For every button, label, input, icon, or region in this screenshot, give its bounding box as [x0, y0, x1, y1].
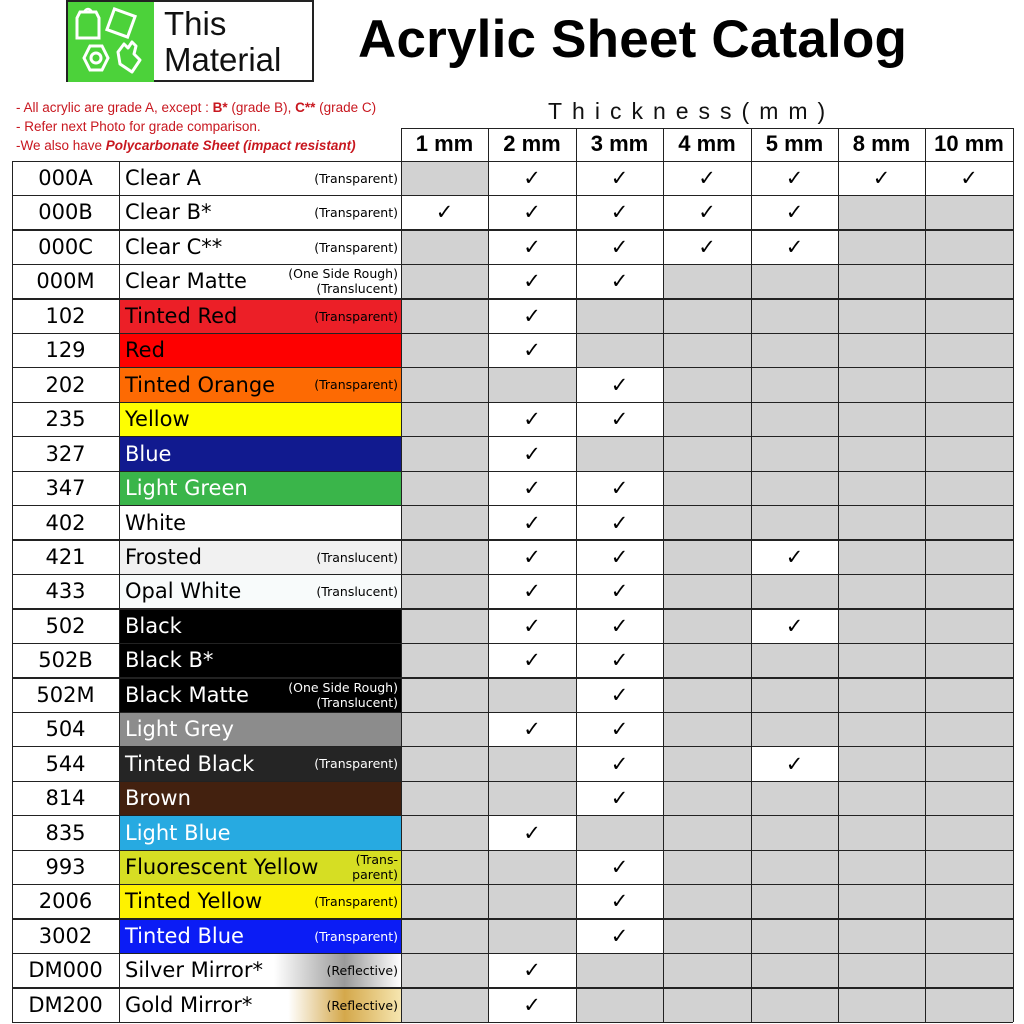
availability-cell — [401, 471, 488, 505]
availability-cell — [663, 333, 751, 367]
availability-cell — [751, 299, 838, 333]
row-code: 993 — [45, 855, 86, 879]
availability-cell — [925, 540, 1013, 574]
row-code: 327 — [45, 441, 86, 466]
availability-cell — [925, 919, 1013, 953]
grid-line — [12, 1022, 1013, 1023]
availability-cell — [838, 471, 925, 505]
grid-line — [12, 161, 13, 1022]
row-name: Black — [125, 613, 182, 638]
availability-cell — [488, 747, 576, 781]
availability-cell — [925, 471, 1013, 505]
row-name: Clear C** — [125, 234, 223, 259]
availability-cell — [925, 506, 1013, 540]
availability-cell — [576, 816, 663, 850]
check-icon: ✓ — [523, 992, 541, 1017]
availability-cell — [663, 264, 751, 298]
row-note: (Translucent) — [316, 549, 398, 565]
availability-cell — [838, 781, 925, 815]
availability-cell — [663, 919, 751, 953]
grid-line — [12, 436, 1013, 437]
check-icon: ✓ — [523, 269, 541, 294]
availability-cell — [401, 953, 488, 987]
check-icon: ✓ — [523, 234, 541, 259]
availability-cell — [488, 850, 576, 884]
availability-cell — [925, 884, 1013, 918]
availability-cell — [401, 264, 488, 298]
row-name: Tinted Black — [125, 751, 255, 776]
availability-cell — [401, 884, 488, 918]
availability-cell — [838, 850, 925, 884]
availability-cell — [488, 884, 576, 918]
grid-line — [12, 608, 1013, 609]
availability-cell — [663, 643, 751, 677]
grid-line — [12, 712, 1013, 713]
check-icon: ✓ — [610, 786, 629, 811]
availability-cell — [751, 919, 838, 953]
row-note: (Transparent) — [314, 239, 398, 255]
availability-cell — [663, 506, 751, 540]
grid-line — [838, 161, 839, 1022]
availability-cell — [925, 850, 1013, 884]
row-note: (One Side Rough) (Translucent) — [288, 679, 398, 710]
row-code: 202 — [45, 372, 86, 397]
availability-cell — [751, 437, 838, 471]
grid-line — [663, 161, 664, 1022]
grid-line — [488, 128, 489, 161]
row-code: 000M — [36, 269, 95, 294]
check-icon: ✓ — [610, 855, 629, 879]
check-icon: ✓ — [610, 648, 629, 673]
grid-line — [925, 161, 926, 1022]
grid-line — [12, 471, 1013, 472]
col-header-0: 1 mm — [415, 131, 474, 156]
row-note: (Transparent) — [314, 928, 398, 944]
check-icon: ✓ — [610, 476, 629, 501]
availability-cell — [663, 781, 751, 815]
grid-line — [12, 229, 1013, 230]
availability-cell — [838, 299, 925, 333]
availability-cell — [401, 609, 488, 643]
grid-line — [751, 128, 752, 161]
grid-line — [12, 643, 1013, 644]
row-note: (Transparent) — [314, 756, 398, 772]
availability-cell — [401, 816, 488, 850]
check-icon: ✓ — [610, 613, 629, 638]
availability-cell — [838, 333, 925, 367]
row-code: DM200 — [28, 992, 103, 1017]
grid-line — [12, 574, 1013, 575]
availability-cell — [925, 437, 1013, 471]
row-code: 502B — [38, 648, 93, 673]
check-icon: ✓ — [523, 544, 541, 569]
row-code: 2006 — [38, 889, 93, 914]
availability-cell — [925, 574, 1013, 608]
availability-cell — [401, 402, 488, 436]
grid-line — [925, 128, 926, 161]
row-name: Brown — [125, 786, 191, 811]
note-line-2: - Refer next Photo for grade comparison. — [16, 119, 261, 134]
check-icon: ✓ — [610, 200, 629, 225]
grid-line — [488, 161, 489, 1022]
availability-cell — [663, 678, 751, 712]
grid-line — [401, 128, 1013, 129]
check-icon: ✓ — [523, 820, 541, 845]
check-icon: ✓ — [872, 166, 891, 190]
availability-cell — [838, 816, 925, 850]
availability-cell — [663, 368, 751, 402]
grid-line — [12, 195, 1013, 196]
availability-cell — [838, 884, 925, 918]
availability-cell — [751, 333, 838, 367]
availability-cell — [663, 574, 751, 608]
availability-cell — [663, 402, 751, 436]
row-name: Gold Mirror* — [125, 992, 253, 1017]
check-icon: ✓ — [785, 613, 804, 638]
check-icon: ✓ — [785, 166, 804, 190]
availability-cell — [401, 230, 488, 264]
row-code: 102 — [45, 303, 86, 328]
availability-cell — [838, 506, 925, 540]
row-note: (Reflective) — [326, 997, 398, 1013]
row-code: 421 — [45, 544, 86, 569]
row-code: 433 — [45, 579, 86, 604]
availability-cell — [838, 643, 925, 677]
grid-line — [12, 264, 1013, 265]
check-icon: ✓ — [610, 269, 629, 294]
grid-line — [12, 402, 1013, 403]
availability-cell — [925, 299, 1013, 333]
availability-cell — [663, 299, 751, 333]
availability-cell — [663, 471, 751, 505]
check-icon: ✓ — [435, 200, 454, 225]
availability-cell — [838, 953, 925, 987]
availability-cell — [401, 574, 488, 608]
availability-cell — [925, 643, 1013, 677]
row-code: 347 — [45, 476, 86, 501]
logo-line-1: This — [164, 5, 227, 42]
check-icon: ✓ — [523, 338, 541, 363]
grid-line — [12, 746, 1013, 747]
availability-cell — [488, 678, 576, 712]
row-name: Tinted Red — [125, 303, 238, 328]
row-code: 814 — [45, 786, 86, 811]
check-icon: ✓ — [523, 441, 541, 466]
grid-line — [12, 815, 1013, 816]
availability-cell — [925, 678, 1013, 712]
check-icon: ✓ — [610, 682, 629, 707]
check-icon: ✓ — [523, 407, 541, 432]
availability-cell — [401, 368, 488, 402]
row-name: Clear A — [125, 166, 201, 190]
row-name: Light Green — [125, 476, 248, 501]
grid-line — [663, 128, 664, 161]
row-code: 402 — [45, 510, 86, 535]
row-name: Tinted Orange — [125, 372, 276, 397]
check-icon: ✓ — [785, 544, 804, 569]
page-title: Acrylic Sheet Catalog — [358, 10, 908, 69]
availability-cell — [838, 988, 925, 1022]
grid-line — [576, 128, 577, 161]
grid-line — [12, 781, 1013, 782]
availability-cell — [576, 988, 663, 1022]
row-note: (Translucent) — [316, 584, 398, 600]
row-name: Yellow — [125, 407, 190, 432]
availability-cell — [751, 816, 838, 850]
availability-cell — [925, 988, 1013, 1022]
grid-line — [1013, 128, 1014, 161]
availability-cell — [838, 574, 925, 608]
availability-cell — [751, 988, 838, 1022]
check-icon: ✓ — [523, 200, 541, 225]
row-code: 000A — [38, 166, 93, 190]
check-icon: ✓ — [610, 234, 629, 259]
row-code: 502M — [36, 682, 95, 707]
availability-cell — [925, 230, 1013, 264]
availability-cell — [838, 747, 925, 781]
check-icon: ✓ — [785, 751, 804, 776]
row-code: 544 — [45, 751, 86, 776]
availability-cell — [751, 506, 838, 540]
availability-cell — [401, 781, 488, 815]
availability-cell — [488, 919, 576, 953]
grid-line — [12, 918, 1013, 919]
availability-cell — [401, 643, 488, 677]
row-code: 502 — [45, 613, 86, 638]
availability-cell — [401, 506, 488, 540]
row-name: Tinted Blue — [125, 923, 244, 948]
col-header-4: 5 mm — [765, 131, 824, 156]
availability-cell — [838, 678, 925, 712]
col-header-1: 2 mm — [503, 131, 561, 156]
row-note: (Trans- parent) — [352, 852, 398, 882]
row-name: Opal White — [125, 579, 242, 604]
row-name: White — [125, 510, 187, 535]
check-icon: ✓ — [785, 234, 804, 259]
availability-cell — [576, 437, 663, 471]
row-code: DM000 — [28, 958, 103, 983]
availability-cell — [838, 264, 925, 298]
check-icon: ✓ — [523, 579, 541, 604]
logo-line-2: Material — [164, 41, 282, 78]
availability-cell — [925, 368, 1013, 402]
row-note: (Transparent) — [314, 308, 398, 324]
check-icon: ✓ — [610, 510, 629, 535]
row-name: Silver Mirror* — [125, 958, 264, 983]
availability-cell — [925, 609, 1013, 643]
availability-cell — [751, 368, 838, 402]
availability-cell — [751, 574, 838, 608]
col-header-2: 3 mm — [590, 131, 649, 156]
availability-cell — [663, 747, 751, 781]
check-icon: ✓ — [523, 613, 541, 638]
row-note: (Transparent) — [314, 377, 398, 393]
grid-line — [838, 128, 839, 161]
availability-cell — [751, 402, 838, 436]
availability-cell — [663, 850, 751, 884]
availability-cell — [401, 161, 488, 195]
thickness-header: Thickness(mm) — [548, 98, 836, 124]
grid-line — [12, 539, 1013, 540]
grid-line — [751, 161, 752, 1022]
check-icon: ✓ — [698, 166, 716, 190]
grid-line — [401, 161, 402, 1022]
check-icon: ✓ — [610, 579, 629, 604]
row-code: 504 — [45, 717, 86, 742]
availability-cell — [401, 540, 488, 574]
check-icon: ✓ — [610, 544, 629, 569]
availability-cell — [838, 402, 925, 436]
row-code: 000C — [38, 234, 93, 259]
availability-cell — [401, 712, 488, 746]
check-icon: ✓ — [523, 303, 541, 328]
availability-cell — [488, 368, 576, 402]
availability-cell — [663, 540, 751, 574]
availability-cell — [401, 299, 488, 333]
availability-cell — [751, 678, 838, 712]
grid-line — [12, 505, 1013, 506]
availability-cell — [663, 437, 751, 471]
check-icon: ✓ — [698, 200, 716, 225]
availability-cell — [663, 988, 751, 1022]
check-icon: ✓ — [523, 648, 541, 673]
check-icon: ✓ — [523, 958, 541, 983]
grid-line — [576, 161, 577, 1022]
availability-cell — [925, 195, 1013, 229]
grid-line — [12, 161, 1013, 162]
row-code: 3002 — [38, 923, 93, 948]
availability-cell — [838, 540, 925, 574]
availability-cell — [925, 953, 1013, 987]
grid-line — [12, 298, 1013, 299]
availability-cell — [925, 781, 1013, 815]
check-icon: ✓ — [610, 751, 629, 776]
grid-line — [12, 333, 1013, 334]
availability-cell — [751, 884, 838, 918]
note-line-3: -We also have Polycarbonate Sheet (impact resistant) — [16, 138, 356, 153]
availability-cell — [488, 781, 576, 815]
availability-cell — [751, 850, 838, 884]
availability-cell — [838, 609, 925, 643]
row-name: Black B* — [125, 648, 214, 673]
availability-cell — [401, 919, 488, 953]
row-name: Frosted — [125, 544, 202, 569]
availability-cell — [401, 437, 488, 471]
row-name: Red — [125, 338, 165, 363]
check-icon: ✓ — [523, 510, 541, 535]
availability-cell — [925, 747, 1013, 781]
availability-cell — [925, 402, 1013, 436]
availability-cell — [925, 712, 1013, 746]
check-icon: ✓ — [960, 166, 978, 190]
grid-line — [1013, 161, 1014, 1022]
check-icon: ✓ — [523, 476, 541, 501]
grid-line — [12, 677, 1013, 678]
row-name: Fluorescent Yellow — [125, 855, 319, 879]
row-name: Light Blue — [125, 820, 231, 845]
check-icon: ✓ — [610, 372, 629, 397]
availability-cell — [576, 299, 663, 333]
availability-cell — [751, 643, 838, 677]
check-icon: ✓ — [610, 166, 629, 190]
availability-cell — [751, 712, 838, 746]
check-icon: ✓ — [785, 200, 804, 225]
grid-line — [119, 161, 120, 1022]
row-name: Blue — [125, 441, 172, 466]
row-code: 129 — [45, 338, 86, 363]
availability-cell — [751, 264, 838, 298]
check-icon: ✓ — [610, 923, 629, 948]
check-icon: ✓ — [610, 407, 629, 432]
grid-line — [12, 367, 1013, 368]
availability-cell — [576, 953, 663, 987]
row-name: Clear B* — [125, 200, 212, 225]
row-name: Black Matte — [125, 682, 249, 707]
availability-cell — [663, 816, 751, 850]
row-name: Tinted Yellow — [125, 889, 263, 914]
grid-line — [12, 953, 1013, 954]
note-line-1: - All acrylic are grade A, except : B* (grade B), C** (grade C) — [16, 100, 377, 115]
availability-cell — [925, 816, 1013, 850]
check-icon: ✓ — [523, 717, 541, 742]
check-icon: ✓ — [610, 717, 629, 742]
row-note: (Transparent) — [314, 170, 398, 186]
check-icon: ✓ — [610, 889, 629, 914]
availability-cell — [838, 919, 925, 953]
availability-cell — [925, 333, 1013, 367]
row-name: Clear Matte — [125, 269, 247, 294]
row-note: (Transparent) — [314, 205, 398, 221]
grid-line — [12, 850, 1013, 851]
availability-cell — [751, 953, 838, 987]
availability-cell — [838, 712, 925, 746]
availability-cell — [401, 747, 488, 781]
availability-cell — [401, 850, 488, 884]
availability-cell — [838, 368, 925, 402]
row-code: 835 — [45, 820, 86, 845]
col-header-6: 10 mm — [934, 131, 1004, 156]
col-header-5: 8 mm — [852, 131, 911, 156]
availability-cell — [576, 333, 663, 367]
grid-line — [12, 884, 1013, 885]
col-header-3: 4 mm — [678, 131, 736, 156]
row-code: 235 — [45, 407, 86, 432]
availability-cell — [925, 264, 1013, 298]
availability-cell — [401, 988, 488, 1022]
availability-cell — [838, 437, 925, 471]
row-note: (One Side Rough) (Translucent) — [288, 266, 398, 297]
availability-cell — [663, 884, 751, 918]
availability-cell — [838, 195, 925, 229]
availability-cell — [401, 333, 488, 367]
row-code: 000B — [38, 200, 93, 225]
availability-cell — [751, 781, 838, 815]
row-name: Light Grey — [125, 717, 234, 742]
grid-line — [12, 987, 1013, 988]
check-icon: ✓ — [698, 234, 716, 259]
availability-cell — [663, 609, 751, 643]
availability-cell — [838, 230, 925, 264]
availability-cell — [663, 712, 751, 746]
availability-cell — [401, 678, 488, 712]
check-icon: ✓ — [523, 166, 541, 190]
grid-line — [401, 128, 402, 161]
availability-cell — [751, 471, 838, 505]
row-note: (Transparent) — [314, 894, 398, 910]
availability-cell — [663, 953, 751, 987]
row-note: (Reflective) — [326, 963, 398, 979]
